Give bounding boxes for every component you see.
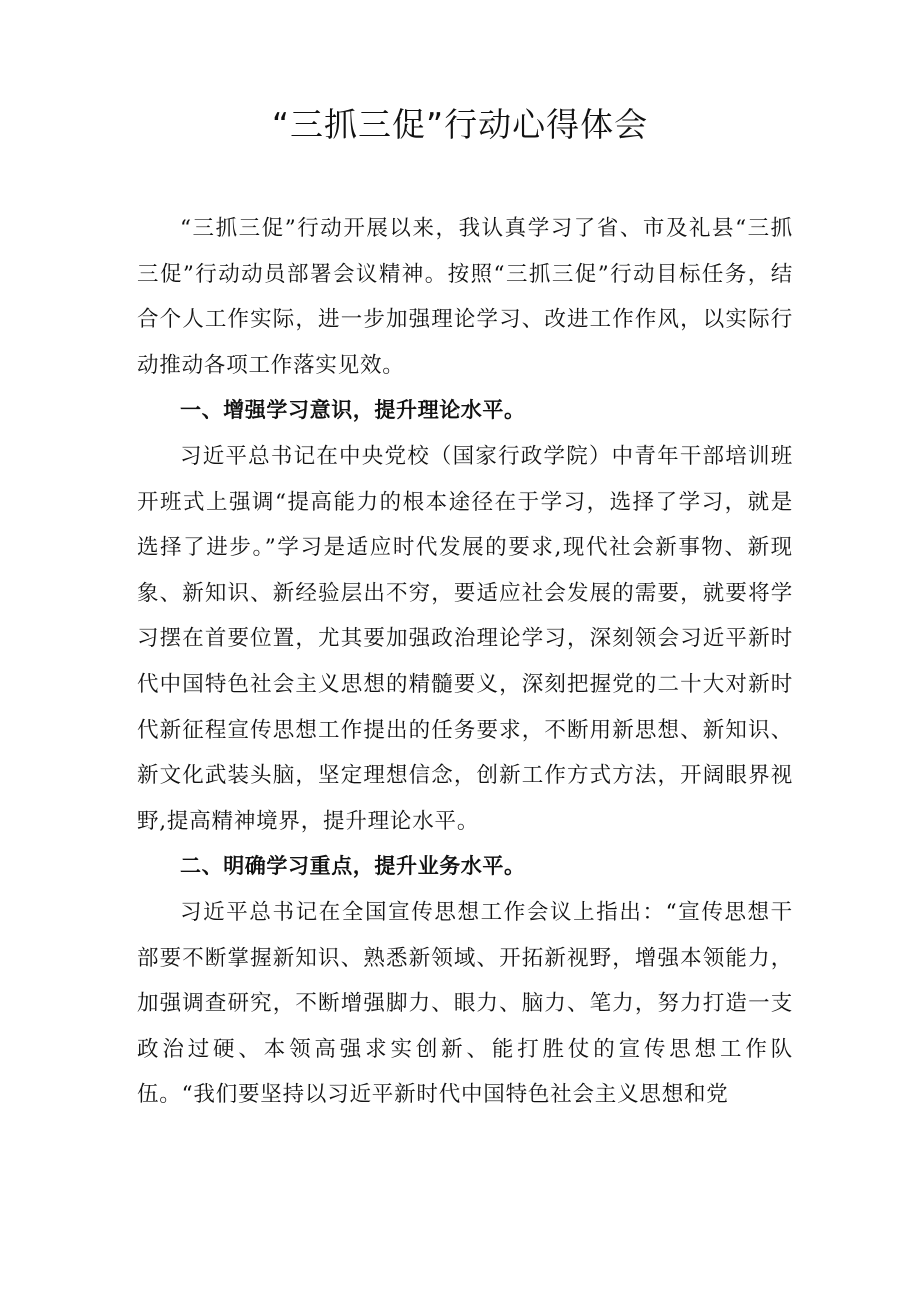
section-2-heading: 二、明确学习重点，提升业务水平。 bbox=[180, 854, 526, 879]
section-2-paragraph: 习近平总书记在全国宣传思想工作会议上指出：“宣传思想干部要不断掌握新知识、熟悉新领域、开拓新视野，增强本领能力，加强调查研究，不断增强脚力、眼力、脑力、笔力，努力打造一支政治过硬、本领高强求实创新、能打胜仗的宣传思想工作队伍。“我们要坚持以习近平新时代中国特色社会主义思想和党 bbox=[137, 899, 793, 1108]
document-body bbox=[137, 206, 793, 1118]
intro-paragraph: “三抓三促”行动开展以来，我认真学习了省、市及礼县“三抓三促”行动动员部署会议精神。按照“三抓三促”行动目标任务，结合个人工作实际，进一步加强理论学习、改进工作作风，以实际行动推动各项工作落实见效。 bbox=[137, 216, 793, 378]
section-1-heading: 一、增强学习意识，提升理论水平。 bbox=[180, 398, 526, 423]
section-1-paragraph: 习近平总书记在中央党校（国家行政学院）中青年干部培训班开班式上强调“提高能力的根本途径在于学习，选择了学习，就是选择了进步。”学习是适应时代发展的要求,现代社会新事物、新现象、新知识、新经验层出不穷，要适应社会发展的需要，就要将学习摆在首要位置，尤其要加强政治理论学习，深刻领会习近平新时代中国特色社会主义思想的精髓要义，深刻把握党的二十大对新时代新征程宣传思想工作提出的任务要求，不断用新思想、新知识、新文化武装头脑，坚定理想信念，创新工作方式方法，开阔眼界视野,提高精神境界，提升理论水平。 bbox=[137, 443, 793, 834]
document-title: “三抓三促”行动心得体会 bbox=[271, 105, 649, 144]
